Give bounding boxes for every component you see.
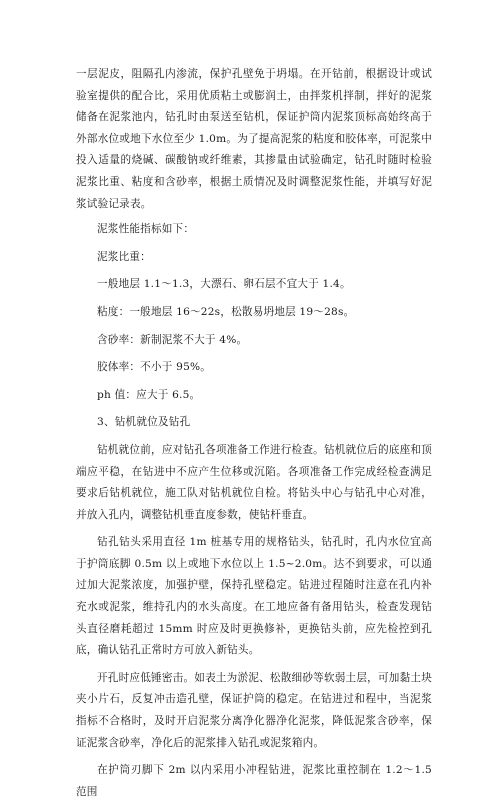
paragraph-sand-content: 含砂率：新制泥浆不大于 4%。 xyxy=(97,333,248,346)
paragraph-ph-value: ph 值：应大于 6.5。 xyxy=(97,388,201,401)
paragraph-hole-opening: 开孔时应低锤密击。如表土为淤泥、松散细砂等软弱土层，可加黏土块夹小片石，反复冲击造孔壁，保证护筒的稳定。在钻进过和程中，当泥浆指标不合格时，及时开启泥浆分离净化器净化泥浆，降低泥浆含砂率，保证泥浆含砂率，净化后的泥浆排入钻孔或泥浆箱内。 xyxy=(76,671,432,749)
paragraph-mud-density-label: 泥浆比重： xyxy=(97,250,151,263)
paragraph-drill-bit: 钻孔钻头采用直径 1m 桩基专用的规格钻头，钻孔时，孔内水位宜高于护筒底脚 0.5m 以上或地下水位以上 1.5~2.0m。达不到要求，可以通过加大泥浆浓度，加强护壁，保持孔壁稳定。钻进过程随时注意在孔内补充水或泥浆，维持孔内的水头高度。在工地应备有备用钻头，检查发现钻头直径磨耗超过 15mm 时应及时更换修补，更换钻头前，应先检控到孔底，确认钻孔正常时方可放入新钻头。 xyxy=(76,536,432,657)
paragraph-colloid-rate: 胶体率：不小于 95%。 xyxy=(97,361,212,374)
paragraph-casing-drilling: 在护筒刃脚下 2m 以内采用小冲程钻进，泥浆比重控制在 1.2～1.5 范围 xyxy=(76,764,432,798)
paragraph-rig-positioning: 钻机就位前，应对钻孔各项准备工作进行检查。钻机就位后的底座和顶端应平稳，在钻进中不应产生位移或沉陷。各项准备工作完成经检查满足要求后钻机就位，施工队对钻机就位自检。将钻头中心与钻孔中心对准，并放入孔内，调整钻机垂直度参数，使钻杆垂直。 xyxy=(76,443,432,521)
paragraph-mud-density-values: 一般地层 1.1～1.3，大漂石、卵石层不宜大于 1.4。 xyxy=(97,278,351,291)
paragraph-viscosity: 粘度：一般地层 16～22s，松散易坍地层 19～28s。 xyxy=(97,305,355,318)
paragraph-mud-indicators-heading: 泥浆性能指标如下： xyxy=(97,223,195,236)
document-page xyxy=(76,64,432,803)
section-heading-drilling: 3、钻机就位及钻孔 xyxy=(97,416,191,429)
paragraph-mud-intro: 一层泥皮，阻隔孔内渗流，保护孔壁免于坍塌。在开钻前，根据设计或试验室提供的配合比，采用优质粘土或膨润土，由拌浆机拌制，拌好的泥浆储备在泥浆池内，钻孔时由泵送至钻机，保证护筒内泥浆顶标高始终高于外部水位或地下水位至少 1.0m。为了提高泥浆的粘度和胶体率，可泥浆中投入适量的烧碱、碳酸钠或纤维素，其掺量由试验确定，钻孔时随时检验泥浆比重、粘度和含砂率，根据土质情况及时调整泥浆性能，并填写好泥浆试验记录表。 xyxy=(76,68,432,210)
